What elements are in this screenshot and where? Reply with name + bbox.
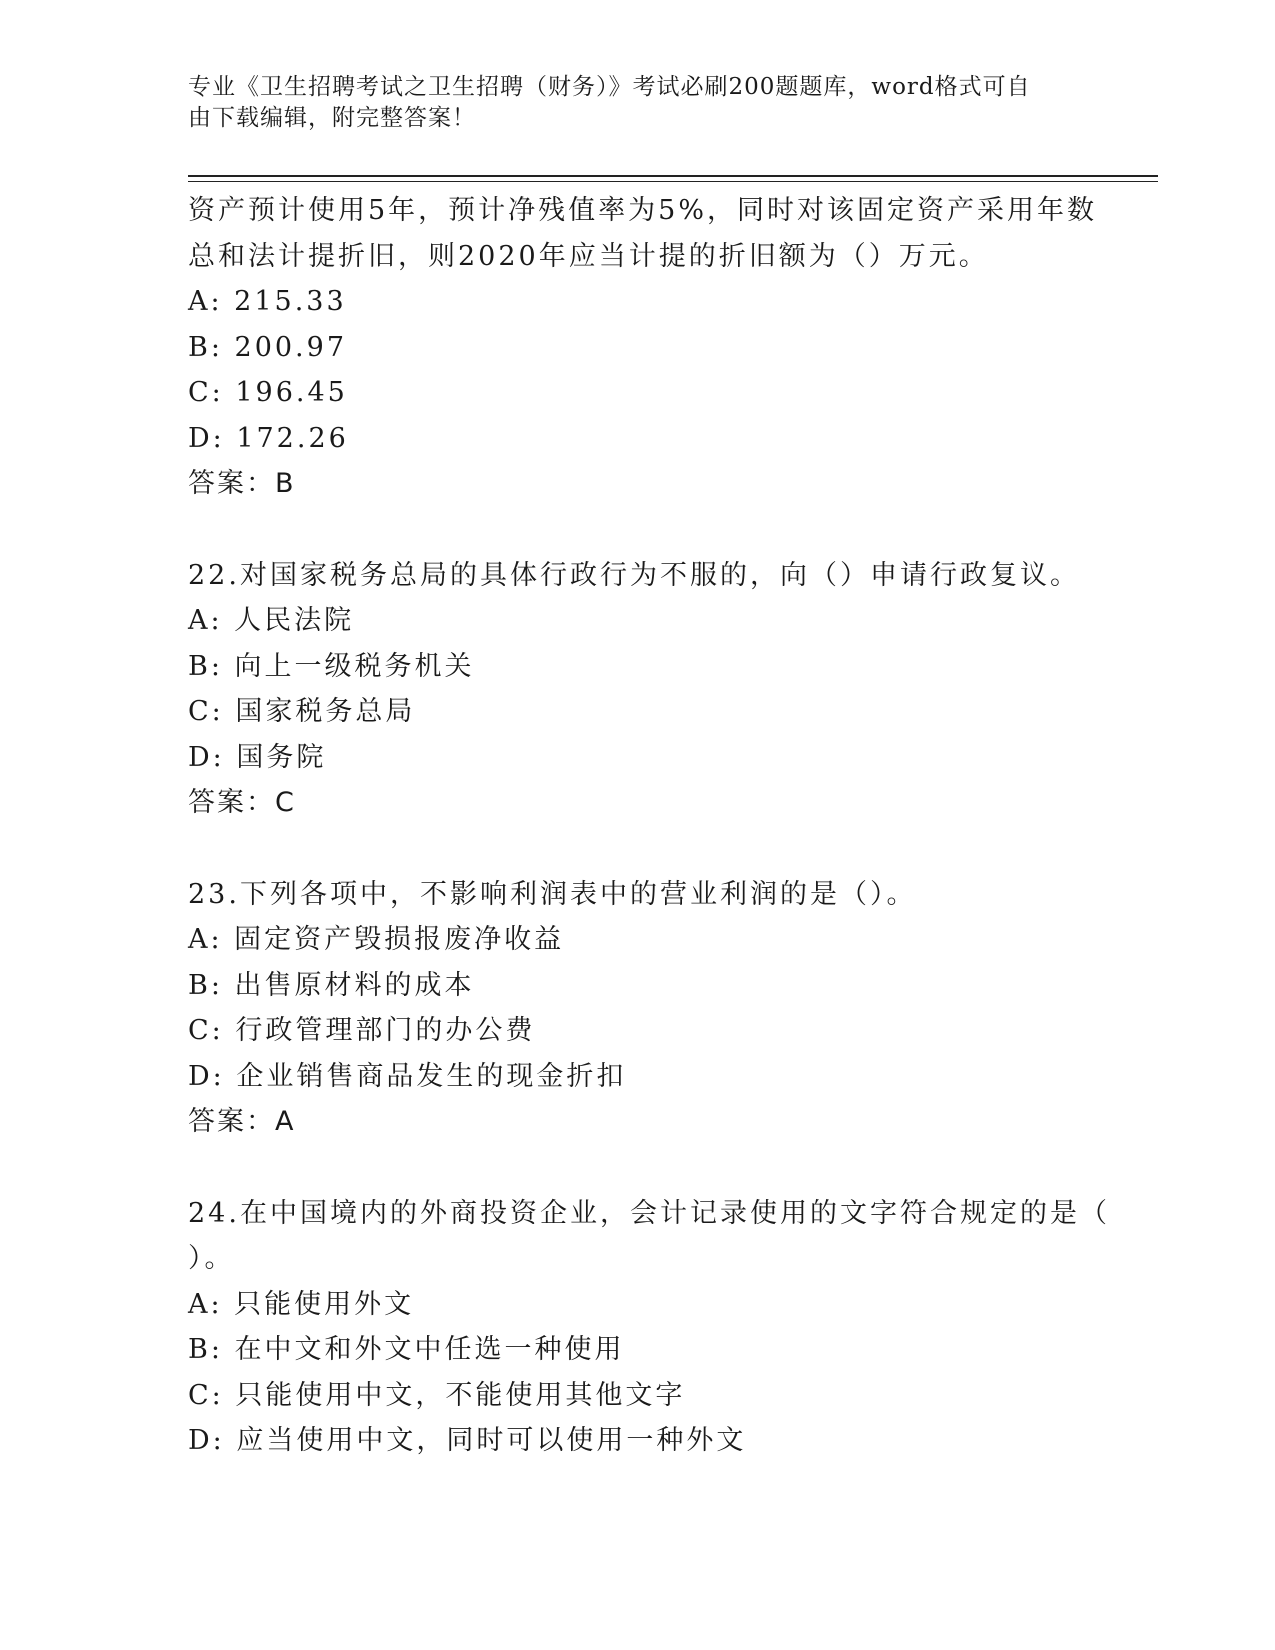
spacer [188,1145,1068,1191]
question-stem-line: 资产预计使用5年，预计净残值率为5%，同时对该固定资产采用年数 [188,195,1098,226]
option-c: C: 只能使用中文，不能使用其他文字 [188,1379,686,1411]
answer-line: 答案：B [188,468,296,499]
header-line-2: 由下载编辑，附完整答案！ [188,105,476,131]
question-list [188,188,1110,1464]
option-c: C: 196.45 [188,377,348,408]
question-stem-line: 22.对国家税务总局的具体行政行为不服的，向（）申请行政复议。 [188,559,1080,591]
option-d: D: 国务院 [188,741,327,773]
question-21 [188,188,1098,507]
option-b: B: 出售原材料的成本 [188,969,475,1001]
answer-line: 答案：A [188,1106,296,1137]
option-b: B: 向上一级税务机关 [188,650,475,682]
answer-line: 答案：C [188,787,296,818]
question-22 [188,553,1080,826]
option-a: A: 固定资产毁损报废净收益 [188,924,565,955]
option-c: C: 行政管理部门的办公费 [188,1015,536,1046]
question-stem-line: 总和法计提折旧，则2020年应当计提的折旧额为（）万元。 [188,240,989,272]
header-line-1: 专业《卫生招聘考试之卫生招聘（财务）》考试必刷200题题库，word格式可自 [188,74,1031,100]
question-stem-line: 24.在中国境内的外商投资企业，会计记录使用的文字符合规定的是（ [188,1197,1110,1229]
option-d: D: 企业销售商品发生的现金折扣 [188,1060,627,1092]
question-23 [188,872,1068,1145]
header-divider-thick [188,175,1158,177]
option-a: A: 人民法院 [188,605,355,636]
option-a: A: 215.33 [188,286,347,317]
document-header [188,72,1068,134]
question-stem-line: 23.下列各项中，不影响利润表中的营业利润的是（）。 [188,878,917,910]
question-24 [188,1191,1110,1464]
option-b: B: 在中文和外文中任选一种使用 [188,1334,625,1365]
option-a: A: 只能使用外文 [188,1288,415,1320]
spacer [188,826,1068,872]
option-d: D: 应当使用中文，同时可以使用一种外文 [188,1425,747,1456]
question-stem-line: ）。 [188,1243,235,1274]
option-b: B: 200.97 [188,331,347,363]
option-c: C: 国家税务总局 [188,696,416,727]
option-d: D: 172.26 [188,422,349,454]
spacer [188,507,1068,553]
header-divider-thin [188,181,1158,182]
